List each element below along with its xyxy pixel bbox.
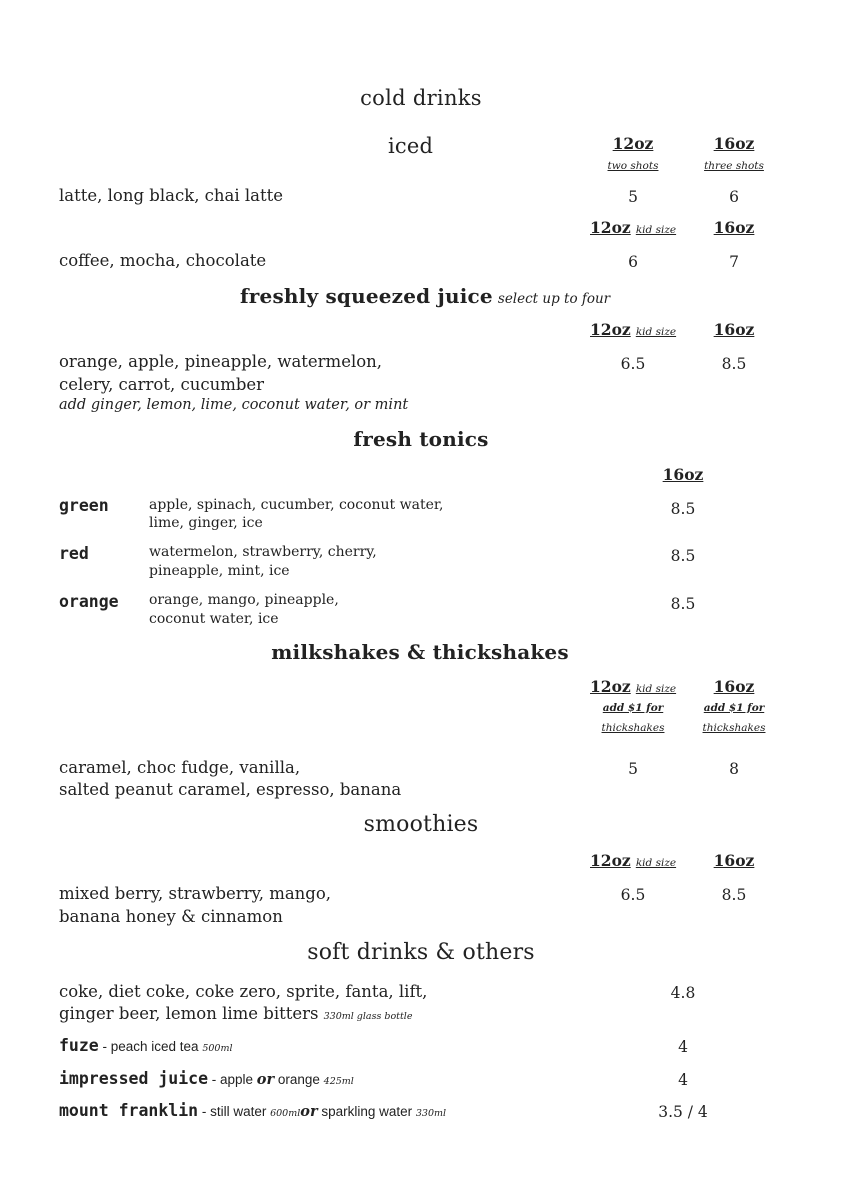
shakes-price-16oz: 8	[729, 760, 739, 778]
impressed-juice-or: or	[256, 1071, 275, 1088]
shakes-add-note-12oz-1: add $1 for	[602, 702, 664, 714]
tonic-orange-name: orange	[59, 592, 119, 611]
iced-size-16oz: 16oz	[713, 134, 755, 153]
coffee-row-price-16oz: 7	[729, 253, 739, 271]
smoothies-price-16oz: 8.5	[721, 886, 747, 904]
iced-size-12oz-kid	[590, 218, 676, 237]
impressed-juice-price: 4	[678, 1071, 688, 1089]
iced-heading: iced	[388, 134, 434, 158]
mount-franklin-or: or	[300, 1103, 318, 1120]
size-note: kid size	[635, 326, 677, 338]
tonic-orange-desc-1: orange, mango, pineapple,	[149, 592, 339, 608]
iced-size-16oz-b: 16oz	[713, 218, 755, 237]
juice-price-16oz: 8.5	[721, 355, 747, 373]
size-label: 12oz	[590, 320, 631, 339]
tonic-green-price: 8.5	[670, 500, 696, 518]
fuze-price: 4	[678, 1038, 688, 1056]
shakes-add-note-16oz-1: add $1 for	[703, 702, 765, 714]
juice-size-12oz	[590, 320, 676, 339]
juice-size-16oz: 16oz	[713, 320, 755, 339]
soft-line-2-text: ginger beer, lemon lime bitters	[59, 1004, 319, 1023]
size-note: kid size	[635, 857, 677, 869]
iced-size-16oz-note: three shots	[704, 160, 764, 172]
juice-line-1: orange, apple, pineapple, watermelon,	[59, 352, 383, 371]
iced-size-12oz-note: two shots	[607, 160, 659, 172]
mount-franklin-size-2: 330ml	[415, 1108, 447, 1119]
iced-row-label: latte, long black, chai latte	[59, 186, 284, 205]
juice-line-2: celery, carrot, cucumber	[59, 375, 265, 394]
size-note: kid size	[635, 224, 677, 236]
smoothies-line-2: banana honey & cinnamon	[59, 907, 283, 926]
mount-franklin-size-1: 600ml	[270, 1108, 301, 1119]
impressed-juice-name: impressed juice	[59, 1069, 209, 1088]
juice-heading	[240, 284, 610, 308]
fuze-row	[59, 1036, 233, 1055]
shakes-size-16oz: 16oz	[713, 677, 755, 696]
shakes-line-2: salted peanut caramel, espresso, banana	[59, 780, 402, 799]
juice-heading-text: freshly squeezed juice	[240, 284, 493, 308]
size-note: kid size	[635, 683, 677, 695]
shakes-add-note-16oz-2: thickshakes	[702, 722, 766, 734]
tonics-heading: fresh tonics	[353, 427, 489, 451]
tonic-orange-price: 8.5	[670, 595, 696, 613]
iced-size-12oz: 12oz	[612, 134, 654, 153]
mount-franklin-price: 3.5 / 4	[658, 1103, 708, 1121]
juice-addons-note: add ginger, lemon, lime, coconut water, or mint	[59, 397, 409, 413]
soft-line-2-note: 330ml glass bottle	[323, 1011, 413, 1022]
shakes-add-note-12oz-2: thickshakes	[601, 722, 665, 734]
mount-franklin-row	[59, 1101, 446, 1120]
tonic-red-desc-1: watermelon, strawberry, cherry,	[149, 544, 377, 560]
impressed-juice-desc-1: - apple	[208, 1072, 257, 1087]
juice-heading-note: select up to four	[497, 291, 611, 307]
smoothies-size-12oz	[590, 851, 676, 870]
size-label: 12oz	[590, 851, 631, 870]
mount-franklin-name: mount franklin	[59, 1101, 199, 1120]
fuze-desc: - peach iced tea	[98, 1039, 203, 1054]
shakes-price-12oz: 5	[628, 760, 638, 778]
tonic-red-name: red	[59, 544, 89, 563]
fuze-name: fuze	[59, 1036, 99, 1055]
tonic-green-desc-2: lime, ginger, ice	[149, 515, 263, 531]
soft-line-2	[59, 1002, 412, 1025]
smoothies-line-1: mixed berry, strawberry, mango,	[59, 884, 332, 903]
tonic-red-desc-2: pineapple, mint, ice	[149, 563, 290, 579]
soft-line-1: coke, diet coke, coke zero, sprite, fanta, lift,	[59, 982, 428, 1001]
tonic-orange-desc-2: coconut water, ice	[149, 611, 279, 627]
tonic-green-desc-1: apple, spinach, cucumber, coconut water,	[149, 497, 444, 513]
size-label: 12oz	[590, 218, 631, 237]
shakes-heading: milkshakes & thickshakes	[271, 640, 569, 664]
smoothies-price-12oz: 6.5	[620, 886, 646, 904]
smoothies-size-16oz: 16oz	[713, 851, 755, 870]
tonic-red-price: 8.5	[670, 547, 696, 565]
iced-row-price-16oz: 6	[729, 188, 739, 206]
mount-franklin-desc-1: - still water	[198, 1104, 271, 1119]
mount-franklin-desc-2: sparkling water	[317, 1104, 416, 1119]
smoothies-heading: smoothies	[363, 812, 479, 837]
soft-drinks-heading: soft drinks & others	[307, 940, 535, 965]
page-title: cold drinks	[360, 86, 482, 110]
fuze-size: 500ml	[202, 1043, 233, 1054]
iced-row-price-12oz: 5	[628, 188, 638, 206]
size-label: 12oz	[590, 677, 631, 696]
coffee-row-price-12oz: 6	[628, 253, 638, 271]
coffee-row-label: coffee, mocha, chocolate	[59, 251, 267, 270]
impressed-juice-desc-2: orange	[274, 1072, 324, 1087]
juice-price-12oz: 6.5	[620, 355, 646, 373]
tonic-green-name: green	[59, 496, 109, 515]
impressed-juice-row	[59, 1069, 354, 1088]
tonics-size-16oz: 16oz	[662, 465, 704, 484]
shakes-size-12oz	[590, 677, 676, 696]
impressed-juice-size: 425ml	[323, 1076, 354, 1087]
shakes-line-1: caramel, choc fudge, vanilla,	[59, 758, 301, 777]
soft-price: 4.8	[670, 984, 696, 1002]
